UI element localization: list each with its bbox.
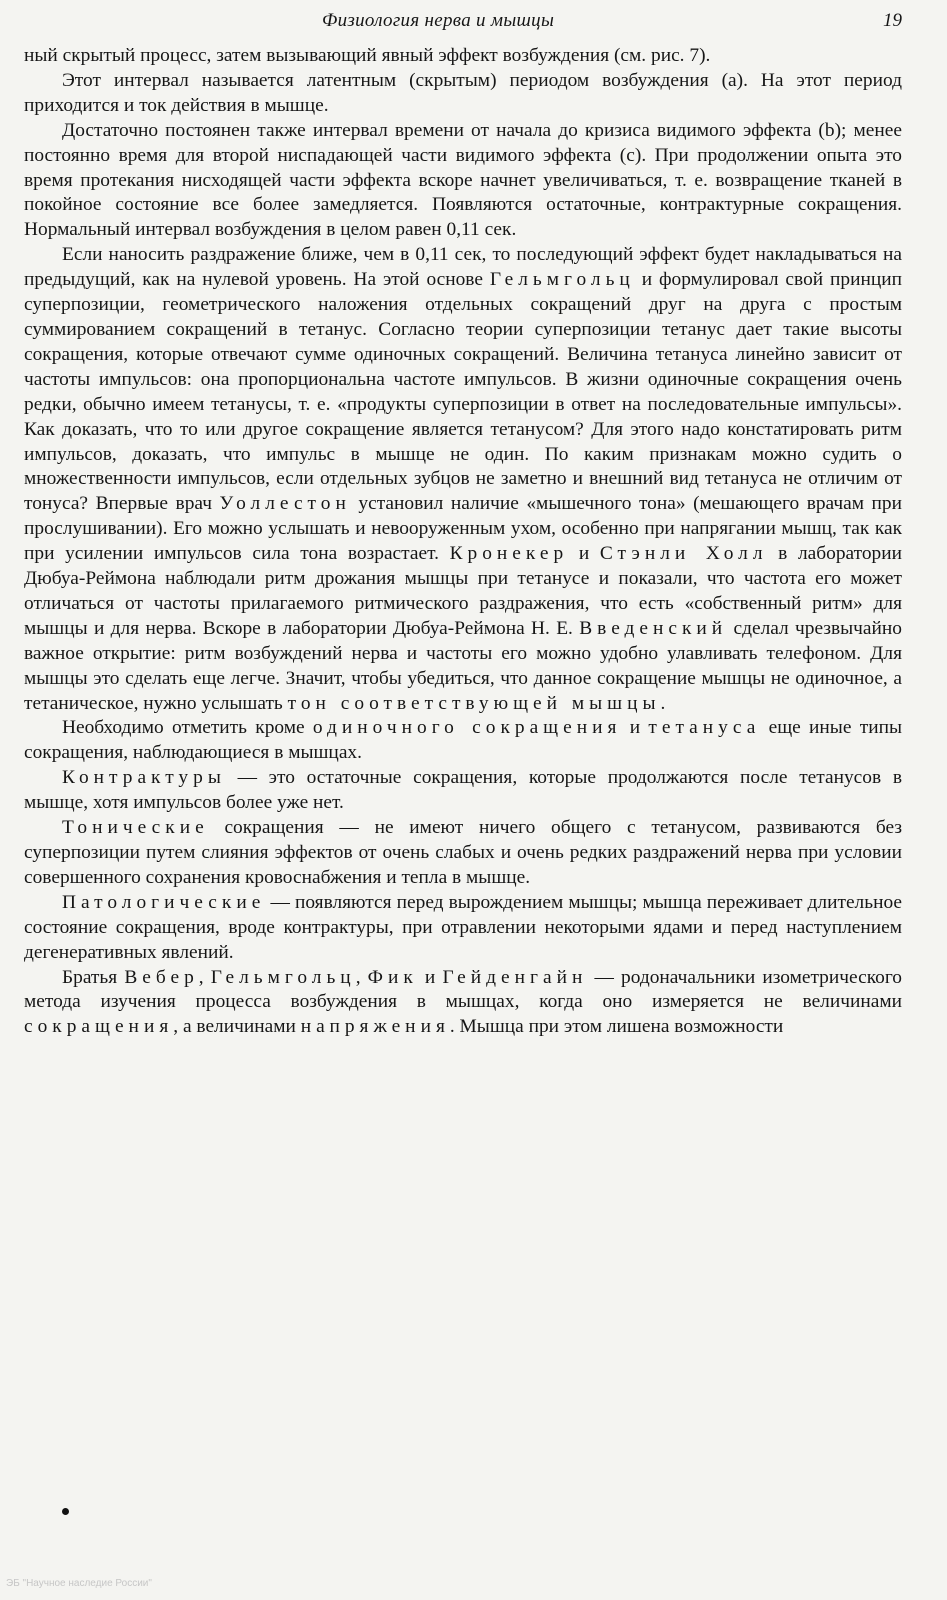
spaced-term: тетануса	[648, 717, 761, 739]
spaced-name: Гельмгольц	[489, 269, 635, 291]
paragraph: Этот интервал называется латентным (скрытым) периодом возбуждения (a). На этот период приходится и ток действия в мышце.	[24, 69, 902, 116]
spaced-name: Гейденгайн	[442, 966, 588, 988]
spaced-term: тон соответствующей мышцы	[287, 692, 661, 714]
spaced-name: Фик	[367, 966, 418, 988]
spaced-name: Гельмгольц	[210, 966, 356, 988]
paragraph: Контрактуры — это остаточные сокращения, которые продолжаются после тетанусов в мышце, хотя импульсов более уже нет.	[24, 767, 902, 814]
paragraph: Если наносить раздражение ближе, чем в 0,11 сек, то последующий эффект будет накладываться на предыдущий, как на нулевой уровень. На этой основе Гельмгольц и формулировал свой принцип суперпозиции, геометрического наложения отдельных сокращений друг на друга с простым суммированием сокращений в тетанус. Согласно теории суперпозиции тетанус дает такие высоты сокращения, которые отвечают сумме одиночных сокращений. Величина тетануса линейно зависит от частоты импульсов: она пропорциональна частоте импульсов. В жизни одиночные сокращения очень редки, обычно имеем тетанусы, т. е. «продукты суперпозиции в ответ на последовательные импульсы». Как доказать, что то или другое сокращение является тетанусом? Для этого надо констатировать ритм импульсов, доказать, что импульс в мышце не один. По каким признакам можно судить о множественности импульсов, если отдельных зубцов не заметно и внешний вид тетануса не отличим от тонуса? Впервые врач Уоллестон установил наличие «мышечного тона» (мешающего врачам при прослушивании). Его можно услышать и невооруженным ухом, особенно при напрягании мышц, так как при усилении импульсов сила тона возрастает. Кронекер и Стэнли Холл в лаборатории Дюбуа-Реймона наблюдали ритм дрожания мышцы при тетанусе и показали, что частота его может отличаться от частоты прилагаемого ритмического раздражения, что есть «собственный ритм» для мышцы и для нерва. Вскоре в лаборатории Дюбуа-Реймона Н. Е. Введенский сделал чрезвычайно важное открытие: ритм возбуждений нерва и частоты его можно удобно улавливать телефоном. Для мышцы это сделать еще легче. Значит, чтобы убедиться, что данное сокращение мышцы не одиночное, а тетаническое, нужно услышать тон соответствующей мышцы.	[24, 244, 902, 714]
page-header	[22, 4, 902, 36]
spaced-name: Уоллестон	[219, 493, 351, 515]
paragraph: Патологические — появляются перед вырождением мышцы; мышца переживает длительное состояние сокращения, вроде контрактуры, при отравлении некоторыми ядами и перед наступлением дегенеративных явлений.	[24, 891, 902, 963]
paragraph: Необходимо отметить кроме одиночного сокращения и тетануса еще иные типы сокращения, наблюдающиеся в мышцах.	[24, 717, 902, 764]
paragraph: Достаточно постоянен также интервал времени от начала до кризиса видимого эффекта (b); менее постоянно время для второй ниспадающей части видимого эффекта (c). При продолжении опыта это время протекания нисходящей части эффекта вскоре начнет увеличиваться, т. е. возвращение тканей в покойное состояние все более замедляется. Появляются остаточные, контрактурные сокращения. Нормальный интервал возбуждения в целом равен 0,11 сек.	[24, 119, 902, 241]
page-number: 19	[883, 10, 902, 31]
paragraph: Тонические сокращения — не имеют ничего общего с тетанусом, развиваются без суперпозиции путем слияния эффектов от очень слабых и очень редких раздражений нерва при условии совершенного сохранения кровоснабжения и тепла в мышце.	[24, 817, 902, 888]
spaced-name: Кронекер	[449, 543, 569, 565]
bullet-mark	[62, 1508, 69, 1515]
spaced-term: Патологические	[62, 891, 266, 913]
paragraph: Братья Вебер, Гельмгольц, Фик и Гейденгайн — родоначальники изометрического метода изучения процесса возбуждения в мышцах, когда оно измеряется не величинами сокращения, а величинами напряжения. Мышца при этом лишена возможности	[24, 966, 902, 1038]
spaced-name: Стэнли Холл	[599, 543, 768, 565]
running-title: Физиология нерва и мышцы	[322, 10, 555, 31]
spaced-term: одиночного сокращения	[312, 717, 622, 739]
spaced-name: Введенский	[579, 617, 728, 639]
spaced-term: сокращения	[24, 1016, 174, 1038]
library-watermark: ЭБ "Научное наследие России"	[6, 1578, 152, 1589]
body-text	[24, 44, 902, 1040]
spaced-term: напряжения	[300, 1016, 450, 1038]
spaced-name: Вебер	[124, 966, 199, 988]
spaced-term: Тонические	[62, 817, 209, 839]
paragraph: ный скрытый процесс, затем вызывающий явный эффект возбуждения (см. рис. 7).	[24, 45, 711, 66]
spaced-term: Контрактуры	[62, 767, 226, 789]
